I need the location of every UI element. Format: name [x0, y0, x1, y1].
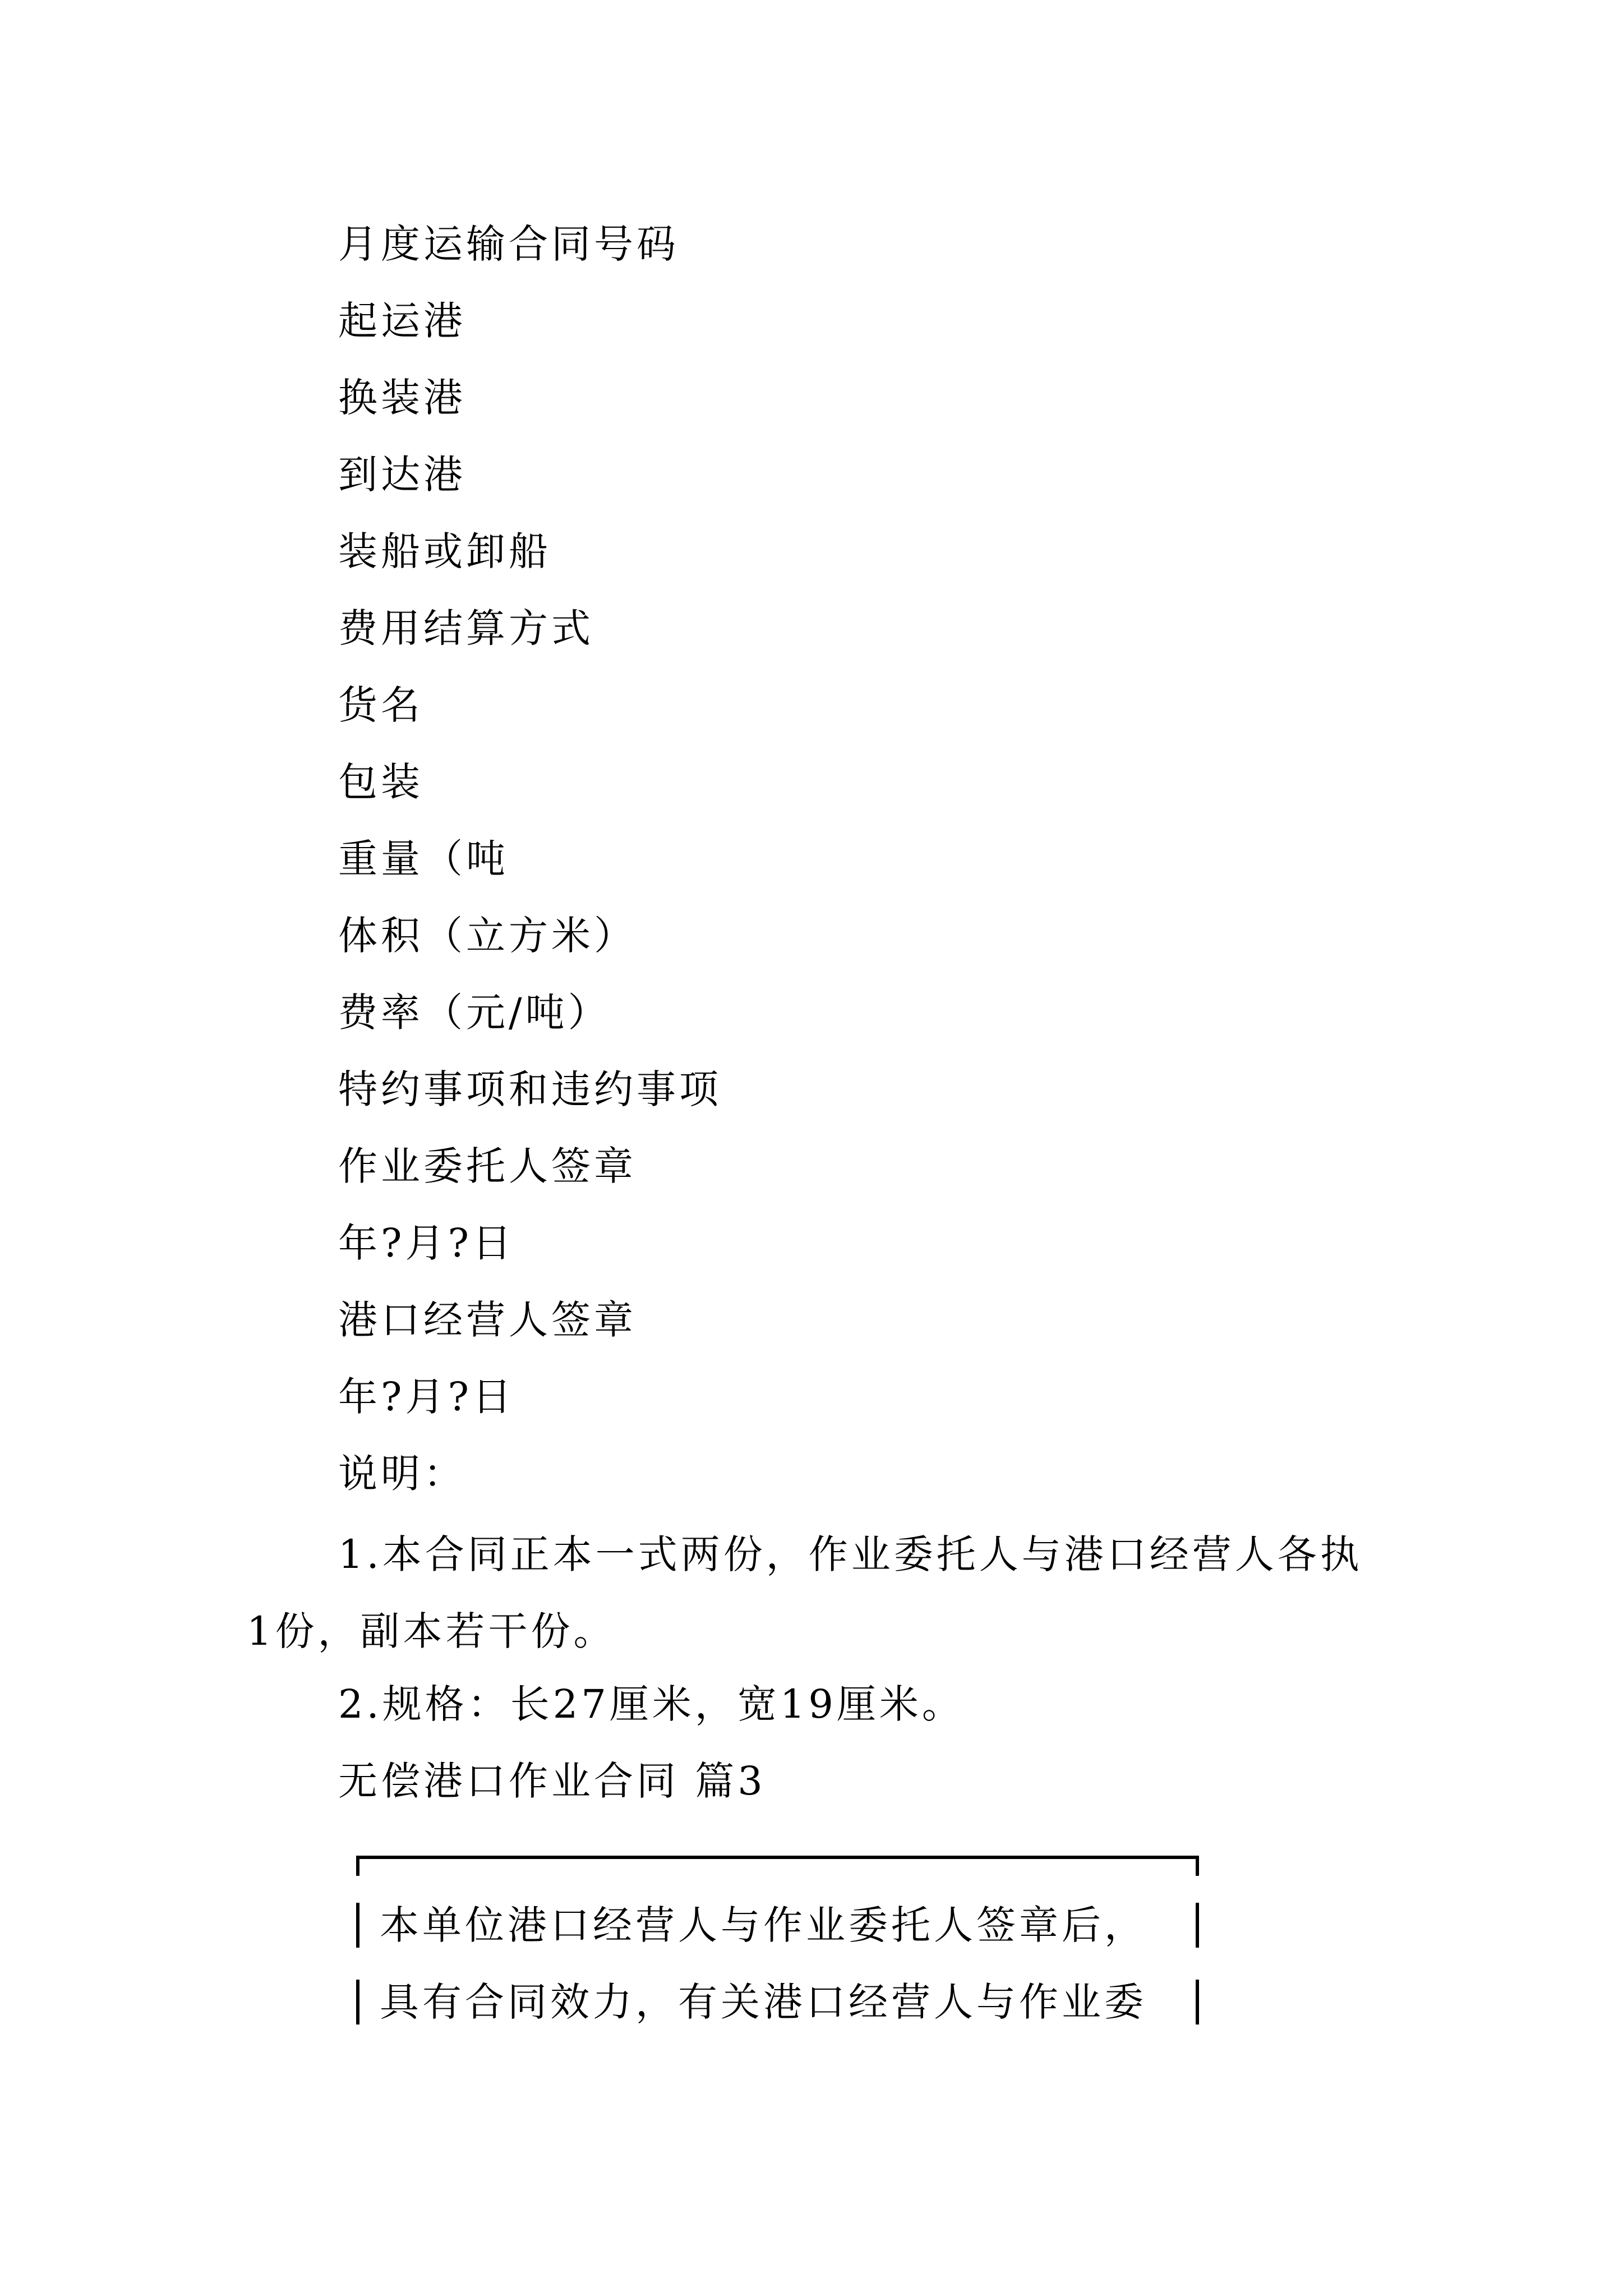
- box-left-border: [356, 1903, 359, 1948]
- field-label-packaging: 包装: [338, 759, 423, 805]
- client-signature-label: 作业委托人签章: [338, 1143, 637, 1189]
- box-right-border: [1196, 1980, 1199, 2024]
- boxed-notice-line-2: 具有合同效力，有关港口经营人与作业委: [380, 1979, 1147, 2025]
- field-label-loading-unloading: 装船或卸船: [338, 528, 551, 574]
- boxed-notice-line-1: 本单位港口经营人与作业委托人签章后，: [380, 1902, 1147, 1948]
- operator-signature-date: 年?月?日: [338, 1374, 515, 1420]
- box-left-border: [356, 1980, 359, 2024]
- notes-heading: 说明：: [338, 1451, 466, 1497]
- boxed-notice-row: [356, 1900, 1199, 1950]
- boxed-notice-row: [356, 1977, 1199, 2027]
- note-item-1: 1.本合同正本一式两份，作业委托人与港口经营人各执1份，副本若干份。: [247, 1531, 1363, 1654]
- section-title: 无偿港口作业合同 篇3: [338, 1758, 766, 1804]
- operator-signature-label: 港口经营人签章: [338, 1297, 637, 1343]
- field-label-settlement-method: 费用结算方式: [338, 605, 594, 651]
- field-label-special-terms: 特约事项和违约事项: [338, 1066, 722, 1112]
- client-signature-date: 年?月?日: [338, 1220, 515, 1266]
- field-label-weight: 重量（吨: [338, 836, 509, 882]
- field-label-contract-number: 月度运输合同号码: [338, 221, 679, 267]
- note-item-2: 2.规格：长27厘米，宽19厘米。: [338, 1681, 965, 1727]
- field-label-rate: 费率（元/吨）: [338, 990, 611, 1036]
- field-label-transfer-port: 换装港: [338, 375, 466, 421]
- field-label-arrival-port: 到达港: [338, 452, 466, 498]
- box-right-border: [1196, 1903, 1199, 1948]
- field-label-departure-port: 起运港: [338, 298, 466, 344]
- boxed-notice-top-border: [356, 1856, 1199, 1876]
- field-label-cargo-name: 货名: [338, 682, 423, 728]
- field-label-volume: 体积（立方米）: [338, 913, 637, 959]
